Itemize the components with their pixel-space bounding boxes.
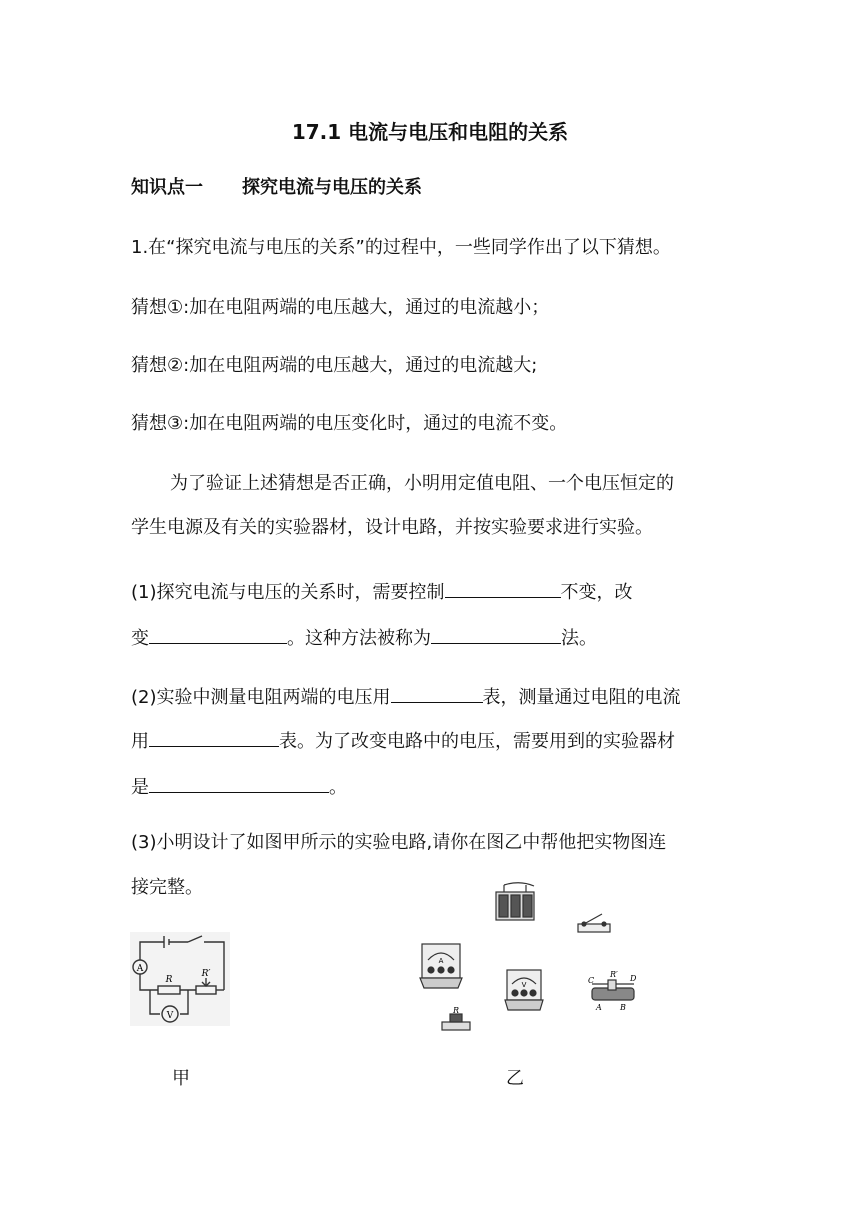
part1-text-a: (1)探究电流与电压的关系时，需要控制 xyxy=(131,582,445,603)
answer-blank-6[interactable] xyxy=(149,772,329,793)
resistor-symbol-label: R xyxy=(165,975,173,985)
circuit-diagram-jia xyxy=(130,932,230,1026)
rheostat-terminal-c: C xyxy=(588,976,595,985)
rheostat-terminal-r: R′ xyxy=(610,970,618,979)
answer-blank-2[interactable] xyxy=(149,623,287,644)
figure-caption-yi: 乙 xyxy=(506,1068,524,1089)
section-label: 知识点一 xyxy=(131,177,203,198)
part2-text-d: 表。为了改变电路中的电压，需要用到的实验器材 xyxy=(279,731,675,752)
ammeter-dial-label: A xyxy=(438,957,444,965)
resistor-part-label: R xyxy=(452,1006,460,1015)
part1-line1 xyxy=(131,577,633,605)
part3-line2: 接完整。 xyxy=(131,877,203,898)
rheostat-symbol-label: R′ xyxy=(201,969,211,979)
part1-text-e: 法。 xyxy=(561,628,597,649)
paragraph-line-2: 学生电源及有关的实验器材，设计电路，并按实验要求进行实验。 xyxy=(131,517,653,538)
ammeter-symbol-label: A xyxy=(136,964,144,974)
part3-line1: (3)小明设计了如图甲所示的实验电路,请你在图乙中帮他把实物图连 xyxy=(131,832,667,853)
answer-blank-1[interactable] xyxy=(445,577,561,598)
switch-image xyxy=(574,908,614,936)
voltmeter-dial-label: V xyxy=(521,981,527,989)
answer-blank-3[interactable] xyxy=(431,623,561,644)
rheostat-image xyxy=(584,966,642,1014)
figure-caption-jia: 甲 xyxy=(172,1068,190,1089)
part2-line1 xyxy=(131,682,681,710)
part1-text-d: 。这种方法被称为 xyxy=(287,628,431,649)
part2-text-b: 表，测量通过电阻的电流 xyxy=(482,687,681,708)
rheostat-terminal-b: B xyxy=(620,1003,626,1012)
part1-text-c: 变 xyxy=(131,628,149,649)
battery-pack-image xyxy=(490,880,542,922)
part2-text-c: 用 xyxy=(131,731,149,752)
ammeter-image xyxy=(418,940,464,992)
resistor-image xyxy=(438,1004,474,1034)
voltmeter-image xyxy=(503,966,545,1014)
guess-3: 猜想③:加在电阻两端的电压变化时，通过的电流不变。 xyxy=(131,413,568,434)
paragraph-line-1: 为了验证上述猜想是否正确，小明用定值电阻、一个电压恒定的 xyxy=(170,473,674,494)
rheostat-terminal-a: A xyxy=(596,1003,602,1012)
answer-blank-4[interactable] xyxy=(391,682,483,703)
guess-2: 猜想②:加在电阻两端的电压越大，通过的电流越大; xyxy=(131,355,538,376)
rheostat-terminal-d: D xyxy=(630,974,637,983)
question-intro: 1.在“探究电流与电压的关系”的过程中，一些同学作出了以下猜想。 xyxy=(131,237,671,258)
part2-line3 xyxy=(131,772,347,800)
voltmeter-symbol-label: V xyxy=(166,1011,174,1021)
answer-blank-5[interactable] xyxy=(149,726,279,747)
part2-text-f: 。 xyxy=(329,777,347,798)
part2-line2 xyxy=(131,726,675,754)
part2-text-a: (2)实验中测量电阻两端的电压用 xyxy=(131,687,391,708)
part2-text-e: 是 xyxy=(131,777,149,798)
section-name: 探究电流与电压的关系 xyxy=(242,177,422,198)
page-title: 17.1 电流与电压和电阻的关系 xyxy=(291,120,569,144)
part1-line2 xyxy=(131,623,597,651)
guess-1: 猜想①:加在电阻两端的电压越大，通过的电流越小； xyxy=(131,297,550,318)
part1-text-b: 不变，改 xyxy=(560,582,633,603)
